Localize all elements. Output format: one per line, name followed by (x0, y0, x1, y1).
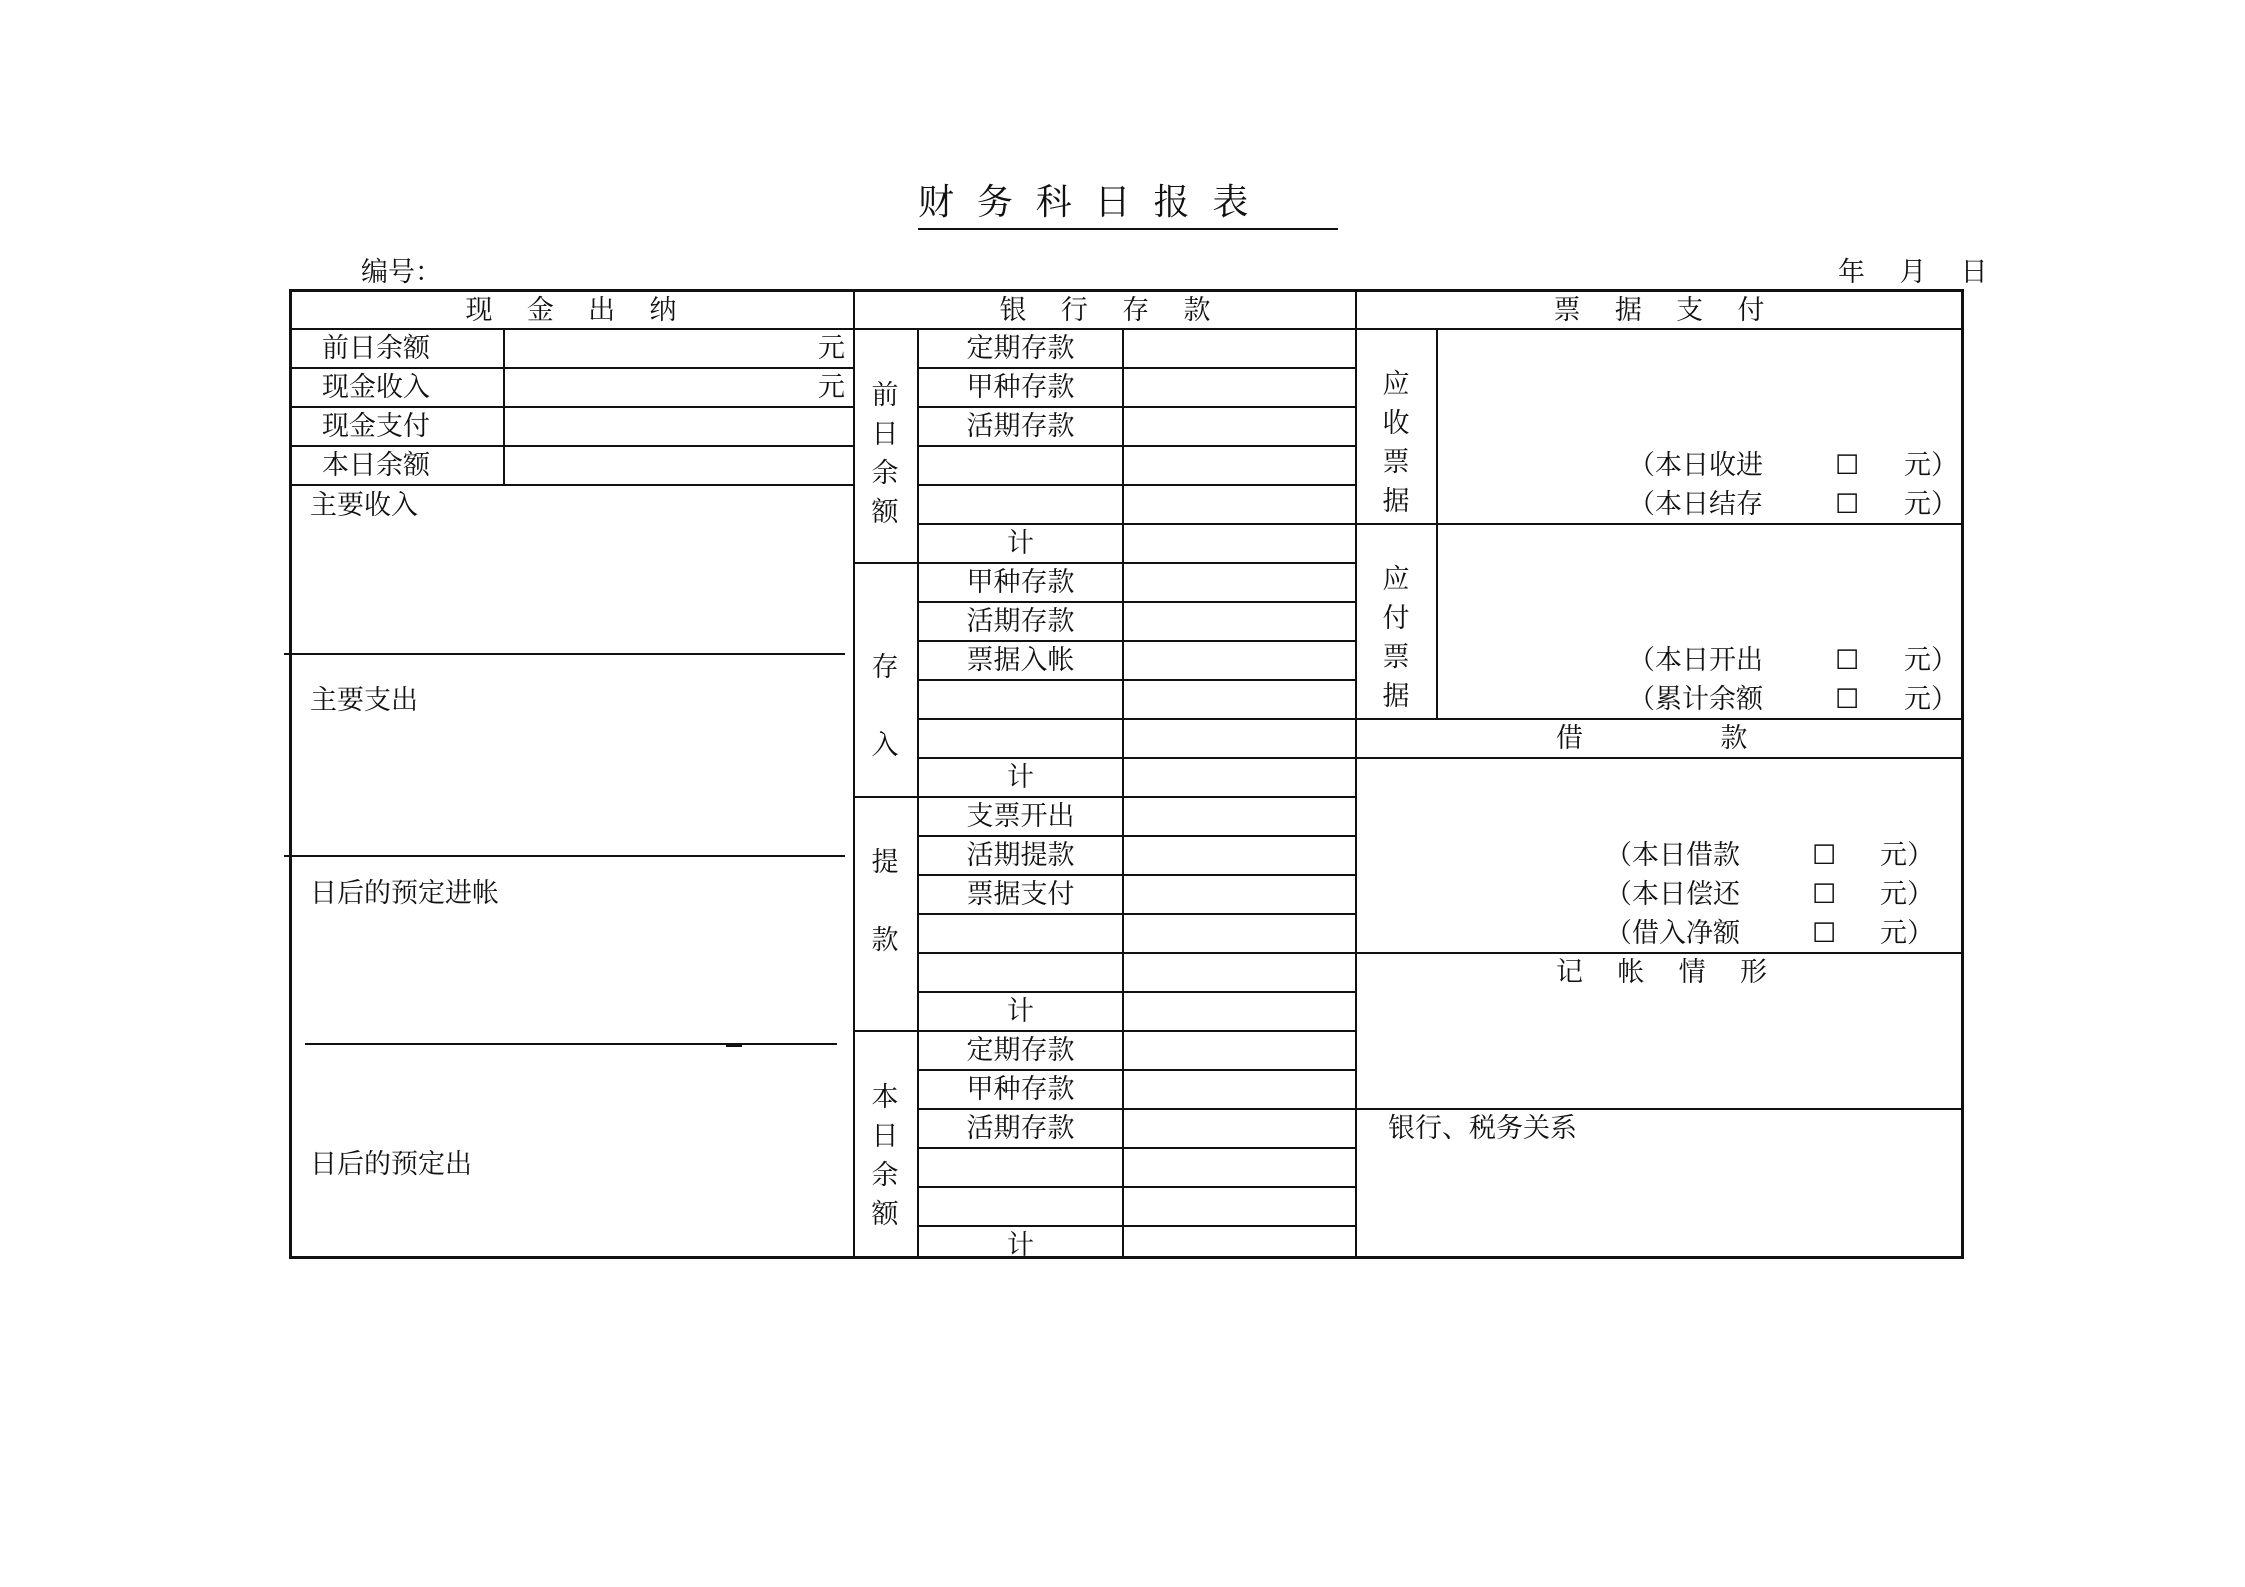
bank-row-line (917, 835, 1355, 837)
group-char: 本 (871, 1082, 899, 1113)
bill-line-unit: 元） (1904, 684, 1958, 715)
future-income-label: 日后的预定进帐 (310, 878, 499, 909)
bank-row-line (917, 640, 1355, 642)
group-char: 据 (1382, 681, 1410, 712)
group-char: 应 (1382, 564, 1410, 595)
checkbox-icon[interactable]: ☐ (1835, 450, 1860, 481)
cash-row-label: 现金收入 (322, 372, 430, 403)
future-expense-label: 日后的预定出 (310, 1149, 472, 1180)
bank-item-label: 甲种存款 (966, 1074, 1075, 1105)
heading-row-line (289, 328, 1964, 330)
group-char: 应 (1382, 369, 1410, 400)
bank-row-line (917, 991, 1355, 993)
bank-row-line (917, 601, 1355, 603)
main-income-label: 主要收入 (310, 490, 418, 521)
bank-group-prev-balance (865, 330, 905, 560)
bank-row-line (917, 913, 1355, 915)
checkbox-icon[interactable]: ☐ (1835, 645, 1860, 676)
bank-item-label: 活期存款 (966, 606, 1075, 637)
bill-line-unit: 元） (1904, 489, 1958, 520)
bank-tax-relations-heading: 银行、税务关系 (1388, 1113, 1577, 1144)
bank-total-label: 计 (1007, 528, 1034, 559)
cash-row-line (289, 367, 853, 369)
bank-group-line (855, 562, 1355, 564)
bank-row-line (917, 1147, 1355, 1149)
cash-row-line (289, 445, 853, 447)
loan-line-label: （本日借款 (1605, 840, 1740, 871)
future-income-line (305, 1043, 837, 1045)
bank-item-label: 甲种存款 (966, 372, 1075, 403)
group-char: 提 (871, 847, 899, 878)
bank-row-line (917, 1069, 1355, 1071)
bank-item-label: 定期存款 (966, 1035, 1075, 1066)
bank-item-label: 定期存款 (966, 333, 1075, 364)
bill-line-label: （累计余额 (1628, 684, 1763, 715)
checkbox-icon[interactable]: ☐ (1812, 918, 1837, 949)
bank-total-label: 计 (1007, 996, 1034, 1027)
bank-total-label: 计 (1007, 1230, 1034, 1261)
cash-row-label: 现金支付 (322, 411, 430, 442)
cash-column-divider (503, 328, 505, 484)
bill-line-label: （本日收进 (1628, 450, 1763, 481)
group-char: 存 (871, 652, 899, 683)
bills-group-payable (1376, 525, 1416, 718)
bookkeeping-top-line (1357, 952, 1964, 954)
bank-row-line (917, 1108, 1355, 1110)
checkbox-icon[interactable]: ☐ (1835, 684, 1860, 715)
group-char: 票 (1382, 447, 1410, 478)
loan-line-label: （本日偿还 (1605, 879, 1740, 910)
group-char: 额 (871, 1199, 899, 1230)
loan-heading-top-line (1357, 718, 1964, 720)
group-char: 前 (871, 380, 899, 411)
loan-line-unit: 元） (1880, 879, 1934, 910)
main-expense-line (284, 855, 845, 857)
bank-row-line (917, 1186, 1355, 1188)
section-divider-cash-bank (853, 289, 855, 1259)
bank-row-line (917, 874, 1355, 876)
dash-mark (726, 1044, 742, 1047)
bank-item-label: 票据支付 (966, 879, 1075, 910)
bank-group-line (855, 1030, 1355, 1032)
cash-section-heading: 现 金 出 纳 (465, 295, 677, 326)
main-income-line (284, 653, 845, 655)
group-char: 日 (871, 1121, 899, 1152)
loan-section-heading: 借 款 (1556, 723, 1748, 754)
bank-item-label: 支票开出 (966, 801, 1075, 832)
group-char: 收 (1382, 408, 1410, 439)
cash-row-line (289, 484, 853, 486)
bank-group-deposit (865, 564, 905, 794)
loan-line-unit: 元） (1880, 840, 1934, 871)
bills-group-line (1357, 523, 1964, 525)
bank-row-line (917, 484, 1355, 486)
main-expense-label: 主要支出 (310, 685, 418, 716)
bills-group-receivable (1376, 330, 1416, 523)
page-title: 财 务 科 日 报 表 (918, 178, 1338, 230)
bank-row-line (917, 445, 1355, 447)
bank-row-line (917, 952, 1355, 954)
group-char: 额 (871, 497, 899, 528)
cash-row-value[interactable]: 元 (818, 372, 845, 403)
cash-row-line (289, 406, 853, 408)
bills-section-heading: 票 据 支 付 (1553, 295, 1765, 326)
checkbox-icon[interactable]: ☐ (1835, 489, 1860, 520)
section-divider-bank-bills (1355, 289, 1357, 1259)
group-char: 款 (871, 925, 899, 956)
bank-row-line (917, 679, 1355, 681)
bank-row-line (917, 367, 1355, 369)
relations-top-line (1357, 1108, 1964, 1110)
bookkeeping-heading: 记 帐 情 形 (1556, 957, 1767, 988)
group-char: 据 (1382, 486, 1410, 517)
bank-row-line (917, 757, 1355, 759)
bill-line-unit: 元） (1904, 450, 1958, 481)
bank-row-line (917, 718, 1355, 720)
bank-group-line (855, 796, 1355, 798)
checkbox-icon[interactable]: ☐ (1812, 879, 1837, 910)
group-char: 余 (871, 458, 899, 489)
bank-section-heading: 银 行 存 款 (999, 295, 1211, 326)
bank-item-label: 活期存款 (966, 411, 1075, 442)
bank-row-line (917, 1225, 1355, 1227)
group-char: 余 (871, 1160, 899, 1191)
loan-line-unit: 元） (1880, 918, 1934, 949)
bill-line-unit: 元） (1904, 645, 1958, 676)
bank-item-label: 票据入帐 (966, 645, 1075, 676)
group-char: 票 (1382, 642, 1410, 673)
bank-item-label: 甲种存款 (966, 567, 1075, 598)
group-char: 入 (871, 730, 899, 761)
loan-heading-bottom-line (1357, 757, 1964, 759)
cash-row-value[interactable]: 元 (818, 333, 845, 364)
bank-item-label: 活期存款 (966, 1113, 1075, 1144)
group-char: 付 (1382, 603, 1410, 634)
loan-line-label: （借入净额 (1605, 918, 1740, 949)
bank-group-today-balance (865, 1032, 905, 1259)
bank-row-line (917, 523, 1355, 525)
bill-line-label: （本日结存 (1628, 489, 1763, 520)
report-table-frame (289, 289, 1964, 1259)
date-label: 年 月 日 (1838, 257, 1988, 288)
group-char: 日 (871, 419, 899, 450)
bill-line-label: （本日开出 (1628, 645, 1763, 676)
serial-number-label: 编号： (361, 257, 442, 288)
bank-total-label: 计 (1007, 762, 1034, 793)
cash-row-label: 前日余额 (322, 333, 430, 364)
bank-group-withdraw (865, 798, 905, 1028)
bank-value-divider (1122, 328, 1124, 1259)
cash-row-label: 本日余额 (322, 450, 430, 481)
checkbox-icon[interactable]: ☐ (1812, 840, 1837, 871)
bank-item-label: 活期提款 (966, 840, 1075, 871)
bank-row-line (917, 406, 1355, 408)
